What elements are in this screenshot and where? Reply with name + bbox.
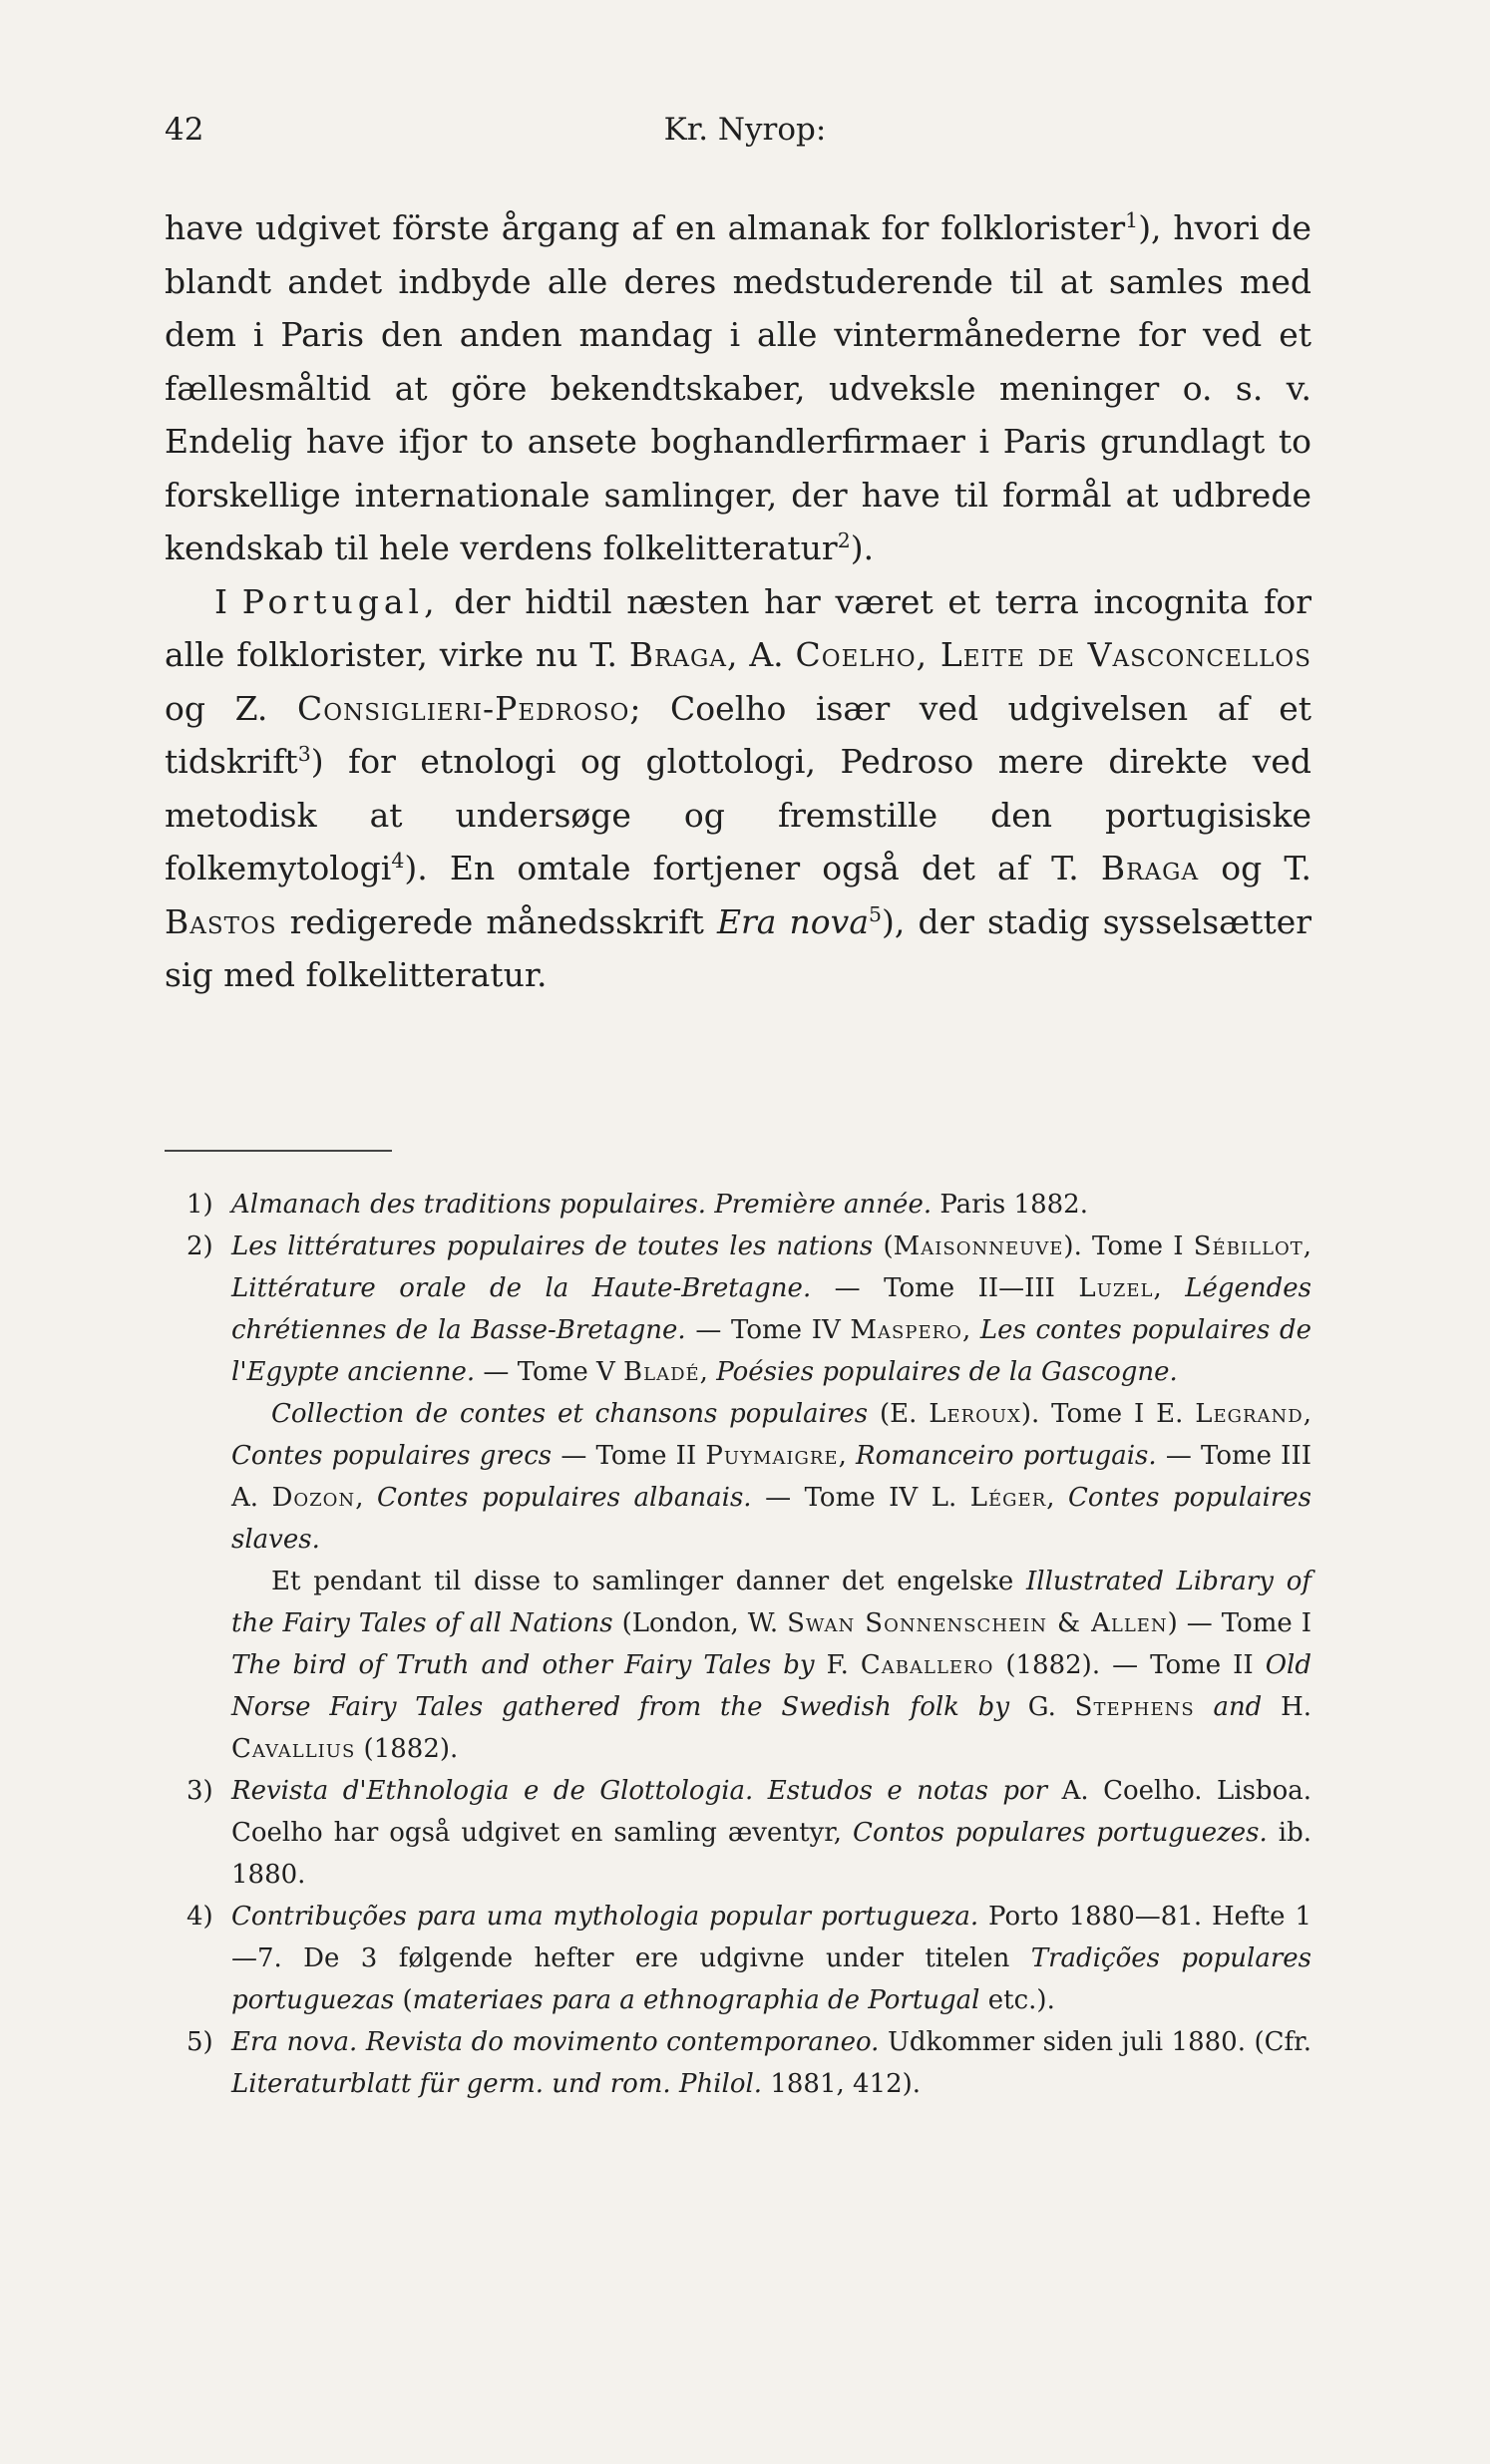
text-run: , (1303, 1232, 1311, 1261)
work-title: Romanceiro portugais. (856, 1441, 1157, 1471)
work-title: materiaes para a ethnographia de Portugal (412, 1985, 980, 2015)
page-number: 42 (165, 112, 204, 148)
author-name: Coelho, Leite de Vasconcellos (795, 635, 1312, 674)
text-run: (1882). (355, 1734, 459, 1764)
text-run: og Z. (165, 688, 297, 728)
footnote-5 (186, 2021, 1311, 2105)
text-run: H. (1262, 1692, 1312, 1722)
paragraph-1 (165, 201, 1311, 575)
publisher-name: Swan Sonnenschein & Allen (787, 1608, 1168, 1638)
text-run: ). Tome I (1063, 1232, 1194, 1261)
text-run: F. (814, 1650, 861, 1680)
footnote-3 (186, 1770, 1311, 1896)
footnote-ref-3: 3 (297, 742, 311, 766)
text-run: — Tome II (552, 1441, 706, 1471)
footnote-mark: 4) (186, 1902, 213, 1932)
author-name: Bastos (165, 901, 277, 941)
author-name: Puymaigre (705, 1441, 839, 1471)
text-run: der hidtil næsten har været et terra incognita for alle folklorister, virke nu T. (165, 581, 1311, 674)
series-title: Collection de contes et chansons populaires (271, 1399, 869, 1429)
text-run: ). (850, 528, 875, 567)
author-name: Legrand (1195, 1399, 1304, 1429)
journal-title: Revista d'Ethnologia e de Glottologia. Estudos e notas por (231, 1776, 1048, 1806)
text-run: (London, W. (612, 1608, 788, 1638)
work-title: Contes populaires grecs (231, 1441, 553, 1471)
text-run: , (961, 1315, 980, 1345)
text-run: — Tome III A. (231, 1441, 1311, 1513)
author-name: Stephens (1074, 1692, 1195, 1722)
work-title: Littérature orale de la Haute-Bretagne. (231, 1273, 812, 1303)
text-run: , (1153, 1273, 1186, 1303)
text-run: , (355, 1483, 377, 1513)
text-run: ) for etnologi og glottologi, Pedroso mere direkte ved metodisk at undersøge og fremstille den portugisiske folkemytologi (165, 742, 1311, 887)
work-title: Contribuções para uma mythologia popular portugueza. (231, 1902, 979, 1932)
author-name: Cavallius (231, 1734, 356, 1764)
author-name: Bladé (623, 1357, 700, 1387)
author-name: Caballero (860, 1650, 994, 1680)
text-run: — Tome II—III (811, 1273, 1079, 1303)
text-run: , (838, 1441, 857, 1471)
text-run: ), der stadig sysselsætter sig med folkelitteratur. (165, 901, 1312, 994)
author-name: Consiglieri-Pedroso (296, 688, 630, 728)
work-title: Contes populaires slaves. (231, 1483, 1311, 1555)
text-run: , (1046, 1483, 1069, 1513)
author-name: Sébillot (1193, 1232, 1304, 1261)
publisher-name: Leroux (929, 1399, 1021, 1429)
work-title: Légendes chrétiennes de la Basse-Bretagne. (231, 1273, 1312, 1345)
text-run: (E. (868, 1399, 930, 1429)
text-run: (1882). — Tome II (993, 1650, 1266, 1680)
author-name: Léger (969, 1483, 1047, 1513)
text-run: ( (873, 1232, 894, 1261)
spaced-word: Portugal, (241, 581, 440, 621)
text-run: , (699, 1357, 717, 1387)
text-run: , (1303, 1399, 1312, 1429)
footnote-1 (186, 1184, 1311, 1226)
text-run: 1881, 412). (762, 2069, 922, 2099)
running-head: Kr. Nyrop: (663, 112, 827, 148)
publisher-name: Maisonneuve (893, 1232, 1064, 1261)
author-name: Luzel (1078, 1273, 1154, 1303)
footnote-4 (186, 1896, 1311, 2021)
paragraph-2: I Portugal, der hidtil næsten har været et terra incognita for alle folklorister, virke nu T. Braga, A. Coelho, Leite de Vasconcellos og Z. Consiglieri-Pedroso; Coelho især ved udgivelsen af et tidskrift$^3$) for etnologi og glottologi, Pedroso mere direkte ved metodisk at undersøge og fremstille den portugisiske folkemytologi$^4$). En omtale fortjener også det af T. Braga og T. Bastos redigerede månedsskrift Era nova$^5$), der stadig sysselsætter sig med folkelitteratur. (165, 581, 1312, 994)
text-run: A. Coelho. Lisboa. Coelho har også udgivet en samling æventyr, (231, 1776, 1311, 1848)
footnote-mark: 3) (186, 1776, 213, 1806)
footnote-ref-1: 1 (1125, 208, 1139, 232)
footnote-divider (165, 1150, 392, 1152)
work-title: Old Norse Fairy Tales gathered from the Swedish folk by (231, 1650, 1311, 1722)
footnote-ref-5: 5 (869, 901, 883, 926)
text-run: — Tome IV (685, 1315, 851, 1345)
text-run: — Tome IV L. (751, 1483, 970, 1513)
text-run: etc.). (979, 1985, 1055, 2015)
text-run: og T. (1199, 849, 1311, 887)
footnote-2 (186, 1226, 1311, 1770)
main-text (165, 201, 1311, 1002)
text-run: ) — Tome I (1167, 1608, 1312, 1638)
journal-title: Era nova (716, 901, 869, 941)
work-title: Contos populares portuguezes. (853, 1818, 1268, 1848)
text-run: ). En omtale fortjener også det af T. (404, 849, 1101, 887)
text-run: redigerede månedsskrift (276, 901, 717, 941)
text-run: ( (394, 1985, 413, 2015)
text-run: ib. 1880. (231, 1818, 1311, 1890)
author-name: Dozon (271, 1483, 356, 1513)
text-run: Paris 1882. (931, 1190, 1088, 1220)
text-run: Udkommer siden juli 1880. (Cfr. (879, 2027, 1312, 2057)
text-run: ; Coelho især ved udgivelsen af et tidskrift (165, 688, 1312, 781)
series-title: Illustrated Library of the Fairy Tales of all Nations (231, 1567, 1311, 1638)
work-title: Poésies populaires de la Gascogne. (716, 1357, 1178, 1387)
footnote-ref-4: 4 (391, 849, 405, 873)
text-run: ), hvori de blandt andet indbyde alle deres medstuderende til at samles med dem i Paris den anden mandag i alle vintermånederne for ved et fællesmåltid at göre bekendtskaber, udveksle meninger o. s. v. Endelig have ifjor to ansete boghandlerfirmaer i Paris grundlagt to forskellige internationale samlinger, der have til formål at udbrede kendskab til hele verdens folkelitteratur (165, 208, 1312, 567)
footnote-title: Almanach des traditions populaires. Première année. (231, 1190, 932, 1220)
footnote-title: Les littératures populaires de toutes les nations (231, 1232, 874, 1261)
text-run: ). Tome I E. (1020, 1399, 1196, 1429)
work-title: Les contes populaires de l'Egypte ancienne. (231, 1315, 1312, 1387)
text-run: and (1213, 1692, 1263, 1722)
author-name: Maspero (850, 1315, 962, 1345)
work-title: Tradições populares portuguezas (231, 1943, 1311, 2015)
footnote-mark: 1) (186, 1190, 213, 1220)
journal-title: Literaturblatt für germ. und rom. Philol. (231, 2069, 763, 2099)
footnote-ref-2: 2 (837, 528, 851, 552)
text-run: G. (1009, 1692, 1075, 1722)
footnotes (186, 1184, 1311, 2105)
author-name: Braga (628, 635, 728, 674)
footnote-mark: 5) (186, 2027, 213, 2057)
work-title: The bird of Truth and other Fairy Tales by (231, 1650, 815, 1680)
text-run: Et pendant til disse to samlinger danner det engelske (271, 1567, 1027, 1596)
author-name: Braga (1100, 849, 1200, 887)
text-run: , A. (727, 635, 796, 674)
text-run (1195, 1692, 1214, 1722)
text-run: — Tome V (475, 1357, 624, 1387)
footnote-mark: 2) (186, 1232, 213, 1261)
page-header (0, 112, 1490, 162)
journal-title: Era nova. Revista do movimento contemporaneo. (231, 2027, 880, 2057)
work-title: Contes populaires albanais. (376, 1483, 752, 1513)
text-run: Porto 1880—81. Hefte 1—7. De 3 følgende hefter ere udgivne under titelen (231, 1902, 1311, 1973)
text-run: have udgivet förste årgang af en almanak for folklorister (165, 208, 1126, 247)
